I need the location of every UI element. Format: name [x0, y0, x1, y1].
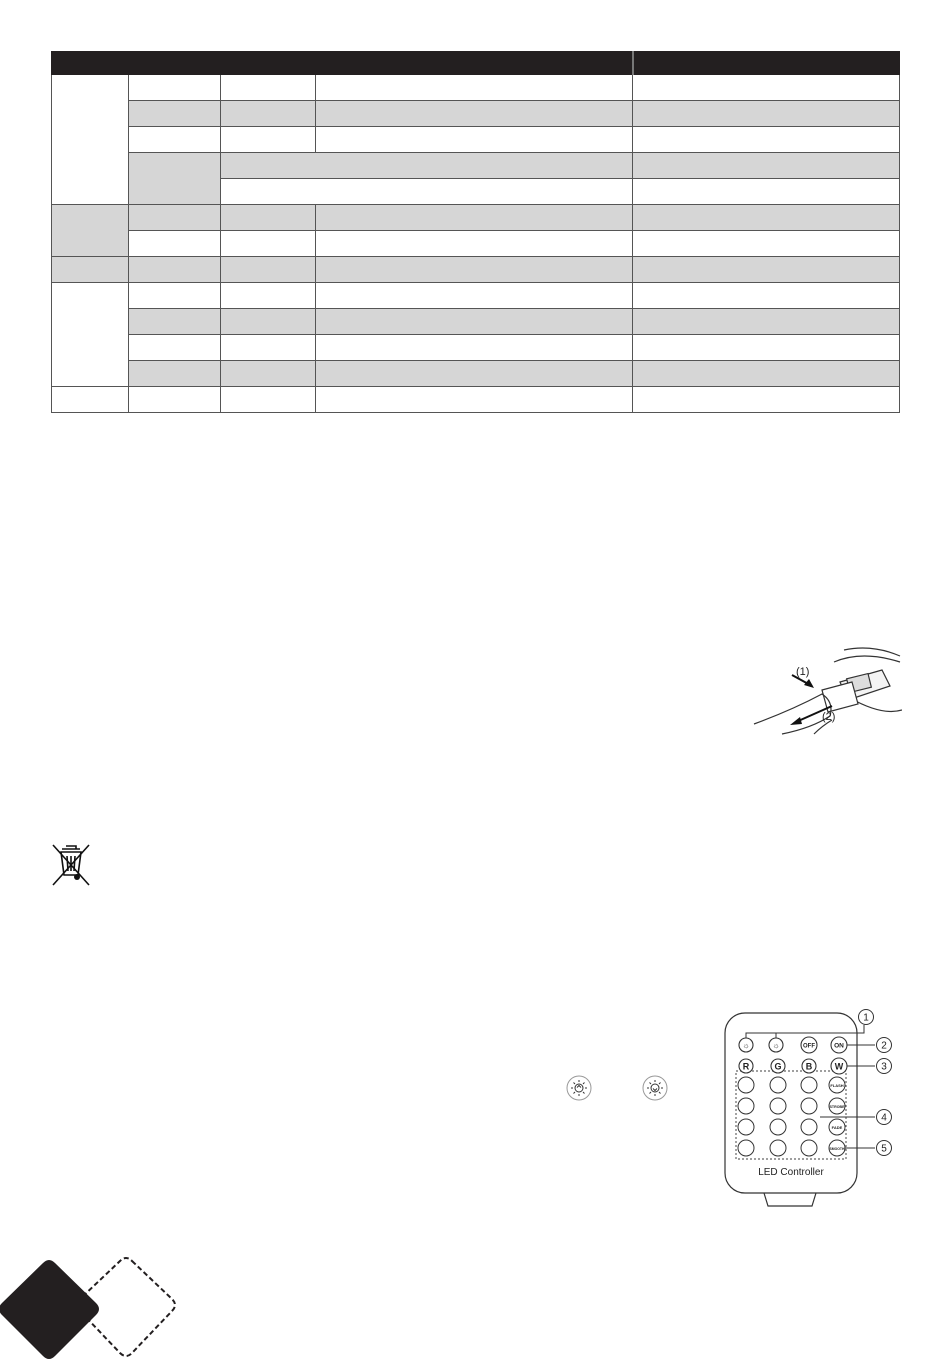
remote-fade-label: FADE	[831, 1125, 843, 1130]
remote-r-label: R	[742, 1061, 750, 1072]
header-cell-main	[52, 52, 633, 75]
group-cell	[52, 75, 129, 205]
table-row	[52, 283, 900, 309]
header-cell-right	[633, 52, 900, 75]
table-row	[52, 127, 900, 153]
table-row	[52, 101, 900, 127]
table-row	[52, 387, 900, 413]
callout-3: 3	[881, 1061, 887, 1073]
step-2-label: (2)	[822, 711, 836, 723]
remote-w-label: W	[834, 1061, 844, 1072]
remote-g-label: G	[774, 1061, 782, 1072]
remote-strobe-label: STROBE	[829, 1105, 845, 1109]
table-row	[52, 309, 900, 335]
battery-tray-illustration	[752, 642, 902, 738]
callout-5: 5	[881, 1143, 887, 1155]
svg-text:☼: ☼	[742, 1041, 750, 1050]
spec-table	[51, 51, 900, 413]
remote-off-label: OFF	[803, 1043, 815, 1050]
callout-4: 4	[881, 1112, 887, 1124]
table-header-row	[52, 52, 900, 75]
crossed-out-wheelie-bin-icon	[50, 843, 92, 887]
remote-flash-label: FLASH	[830, 1083, 844, 1088]
brand-diamond-mark	[0, 1255, 180, 1360]
step-1-label: (1)	[796, 666, 810, 678]
remote-smooth-label: SMOOTH	[829, 1147, 845, 1151]
group-cell	[52, 387, 129, 413]
callout-2: 2	[881, 1040, 887, 1052]
table-row	[52, 361, 900, 387]
group-cell	[52, 257, 129, 283]
table-row	[52, 257, 900, 283]
remote-on-label: ON	[834, 1042, 844, 1050]
group-cell	[52, 283, 129, 387]
group-cell	[52, 205, 129, 257]
table-row	[52, 205, 900, 231]
svg-text:☼: ☼	[772, 1041, 780, 1050]
brightness-down-icon	[642, 1075, 668, 1101]
table-row	[52, 153, 900, 179]
table-row	[52, 231, 900, 257]
callout-1: 1	[863, 1012, 869, 1024]
remote-brand-label: LED Controller	[758, 1167, 824, 1178]
remote-b-label: B	[805, 1061, 813, 1072]
table-row	[52, 335, 900, 361]
brightness-up-icon	[566, 1075, 592, 1101]
table-row	[52, 75, 900, 101]
remote-controller-illustration	[712, 1003, 902, 1208]
